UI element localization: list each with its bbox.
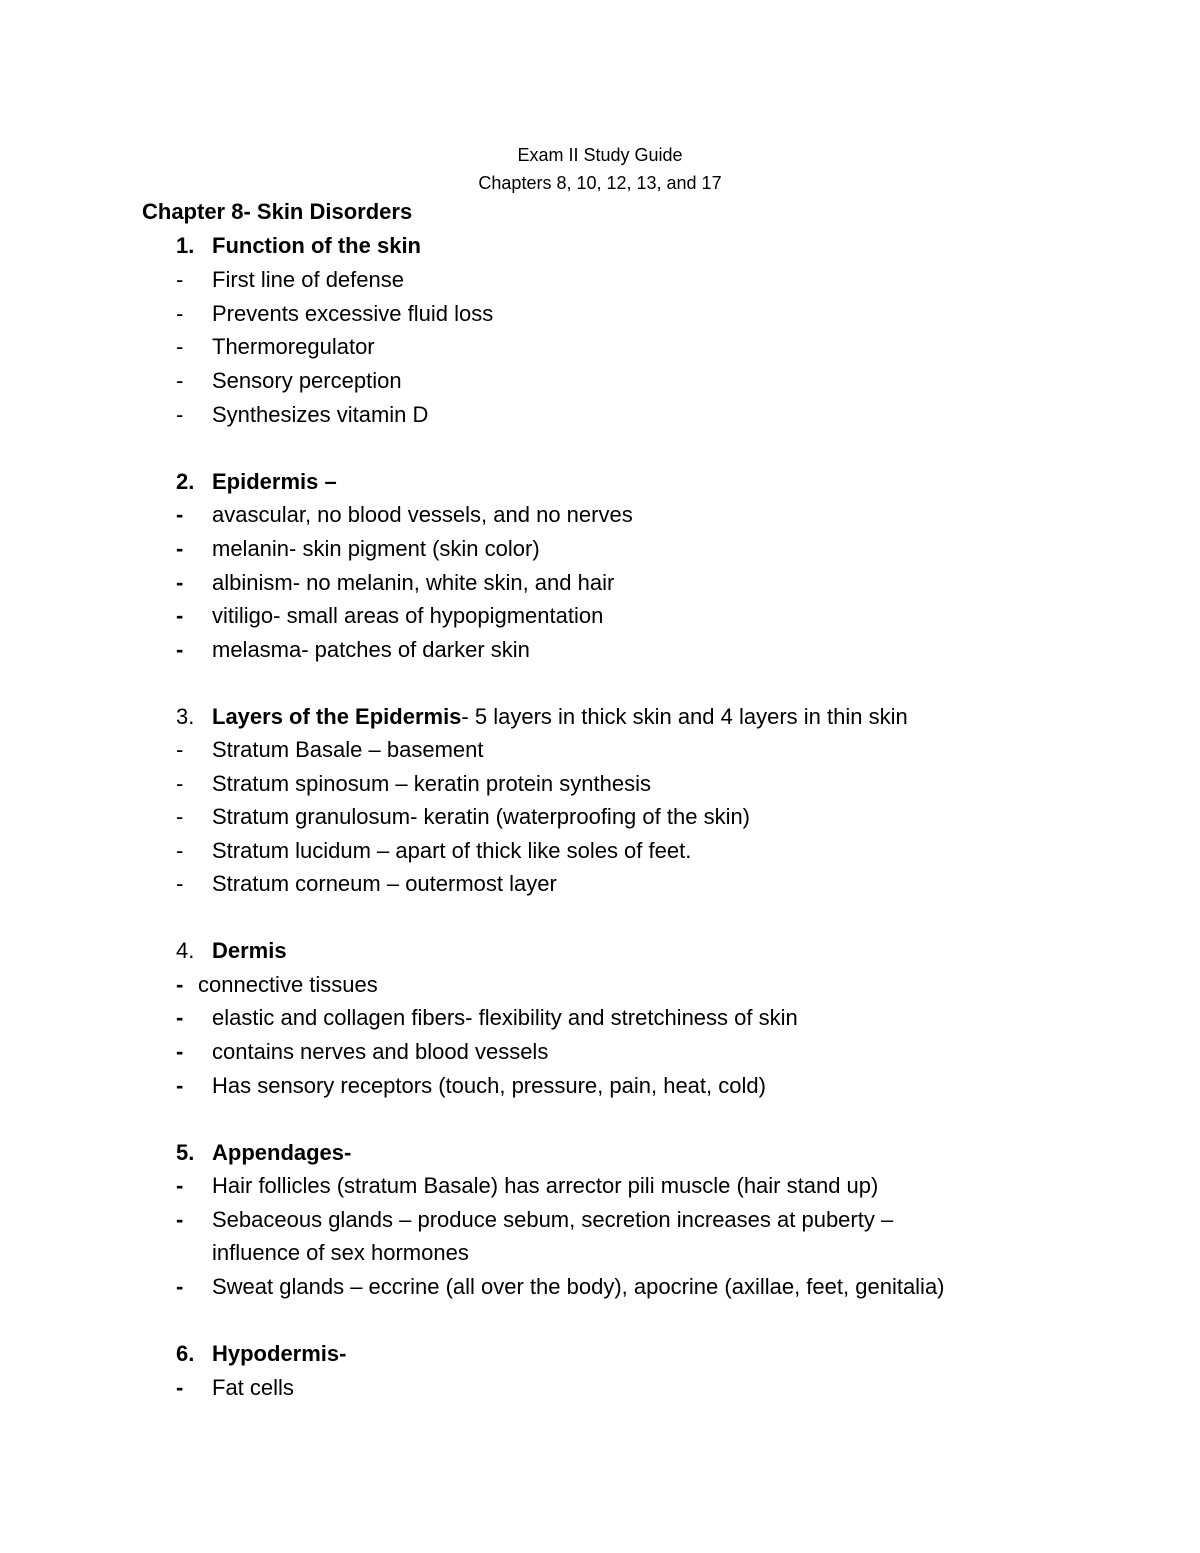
bullet-dash: - (176, 301, 184, 326)
list-item-text: Stratum granulosum- keratin (waterproofing of the skin) (212, 804, 751, 829)
list-item-text: Stratum spinosum – keratin protein synthesis (212, 771, 651, 796)
bullet-dash: - (176, 502, 184, 527)
bullet-dash: - (176, 603, 184, 628)
bullet-dash: - (176, 1073, 184, 1098)
bullet-dash: - (176, 838, 184, 863)
list-item-text: influence of sex hormones (212, 1240, 469, 1265)
list-item-text: Prevents excessive fluid loss (212, 301, 494, 326)
list-item-text: Thermoregulator (212, 334, 375, 359)
section-number: 1. (176, 233, 195, 258)
list-item-text: Hair follicles (stratum Basale) has arrector pili muscle (hair stand up) (212, 1173, 879, 1198)
bullet-dash: - (176, 871, 184, 896)
bullet-dash: - (176, 570, 184, 595)
bullet-dash: - (176, 637, 184, 662)
bullet-dash: - (176, 1207, 184, 1232)
section-number: 2. (176, 469, 195, 494)
section-title-description: - 5 layers in thick skin and 4 layers in thin skin (461, 704, 908, 729)
section-number: 5. (176, 1140, 195, 1165)
bullet-dash: - (176, 771, 184, 796)
list-item-text: Fat cells (212, 1375, 294, 1400)
bullet-dash: - (176, 368, 184, 393)
list-item-text: Sensory perception (212, 368, 402, 393)
section-title: Function of the skin (212, 233, 421, 258)
bullet-dash: - (176, 1375, 184, 1400)
list-item-text: vitiligo- small areas of hypopigmentation (212, 603, 604, 628)
section-title: Layers of the Epidermis (212, 704, 462, 729)
list-item-text: melanin- skin pigment (skin color) (212, 536, 540, 561)
section-title: Hypodermis- (212, 1341, 347, 1366)
bullet-dash: - (176, 1039, 184, 1064)
list-item-text: albinism- no melanin, white skin, and hair (212, 570, 615, 595)
bullet-dash: - (176, 972, 184, 997)
section-title: Dermis (212, 938, 287, 963)
list-item-text: Stratum Basale – basement (212, 737, 484, 762)
list-item-text: Sweat glands – eccrine (all over the body), apocrine (axillae, feet, genitalia) (212, 1274, 945, 1299)
list-item-text: avascular, no blood vessels, and no nerves (212, 502, 633, 527)
bullet-dash: - (176, 1005, 184, 1030)
list-item-text: Stratum lucidum – apart of thick like soles of feet. (212, 838, 692, 863)
bullet-dash: - (176, 334, 184, 359)
bullet-dash: - (176, 804, 184, 829)
list-item-text: First line of defense (212, 267, 404, 292)
bullet-dash: - (176, 267, 184, 292)
section-number: 3. (176, 704, 195, 729)
section-number: 6. (176, 1341, 195, 1366)
list-item-text: Sebaceous glands – produce sebum, secretion increases at puberty – (212, 1207, 894, 1232)
list-item-text: contains nerves and blood vessels (212, 1039, 549, 1064)
list-item-text: Synthesizes vitamin D (212, 402, 429, 427)
section-number: 4. (176, 938, 195, 963)
bullet-dash: - (176, 1274, 184, 1299)
bullet-dash: - (176, 737, 184, 762)
document-title: Exam II Study Guide (517, 145, 683, 165)
list-item-text: Stratum corneum – outermost layer (212, 871, 557, 896)
list-item-text: Has sensory receptors (touch, pressure, pain, heat, cold) (212, 1073, 766, 1098)
document-subtitle: Chapters 8, 10, 12, 13, and 17 (478, 173, 722, 193)
list-item-text: connective tissues (198, 972, 378, 997)
bullet-dash: - (176, 1173, 184, 1198)
list-item-text: melasma- patches of darker skin (212, 637, 530, 662)
bullet-dash: - (176, 536, 184, 561)
section-title: Appendages- (212, 1140, 352, 1165)
chapter-title: Chapter 8- Skin Disorders (142, 199, 413, 224)
list-item-text: elastic and collagen fibers- flexibility and stretchiness of skin (212, 1005, 798, 1030)
bullet-dash: - (176, 402, 184, 427)
section-title: Epidermis – (212, 469, 337, 494)
